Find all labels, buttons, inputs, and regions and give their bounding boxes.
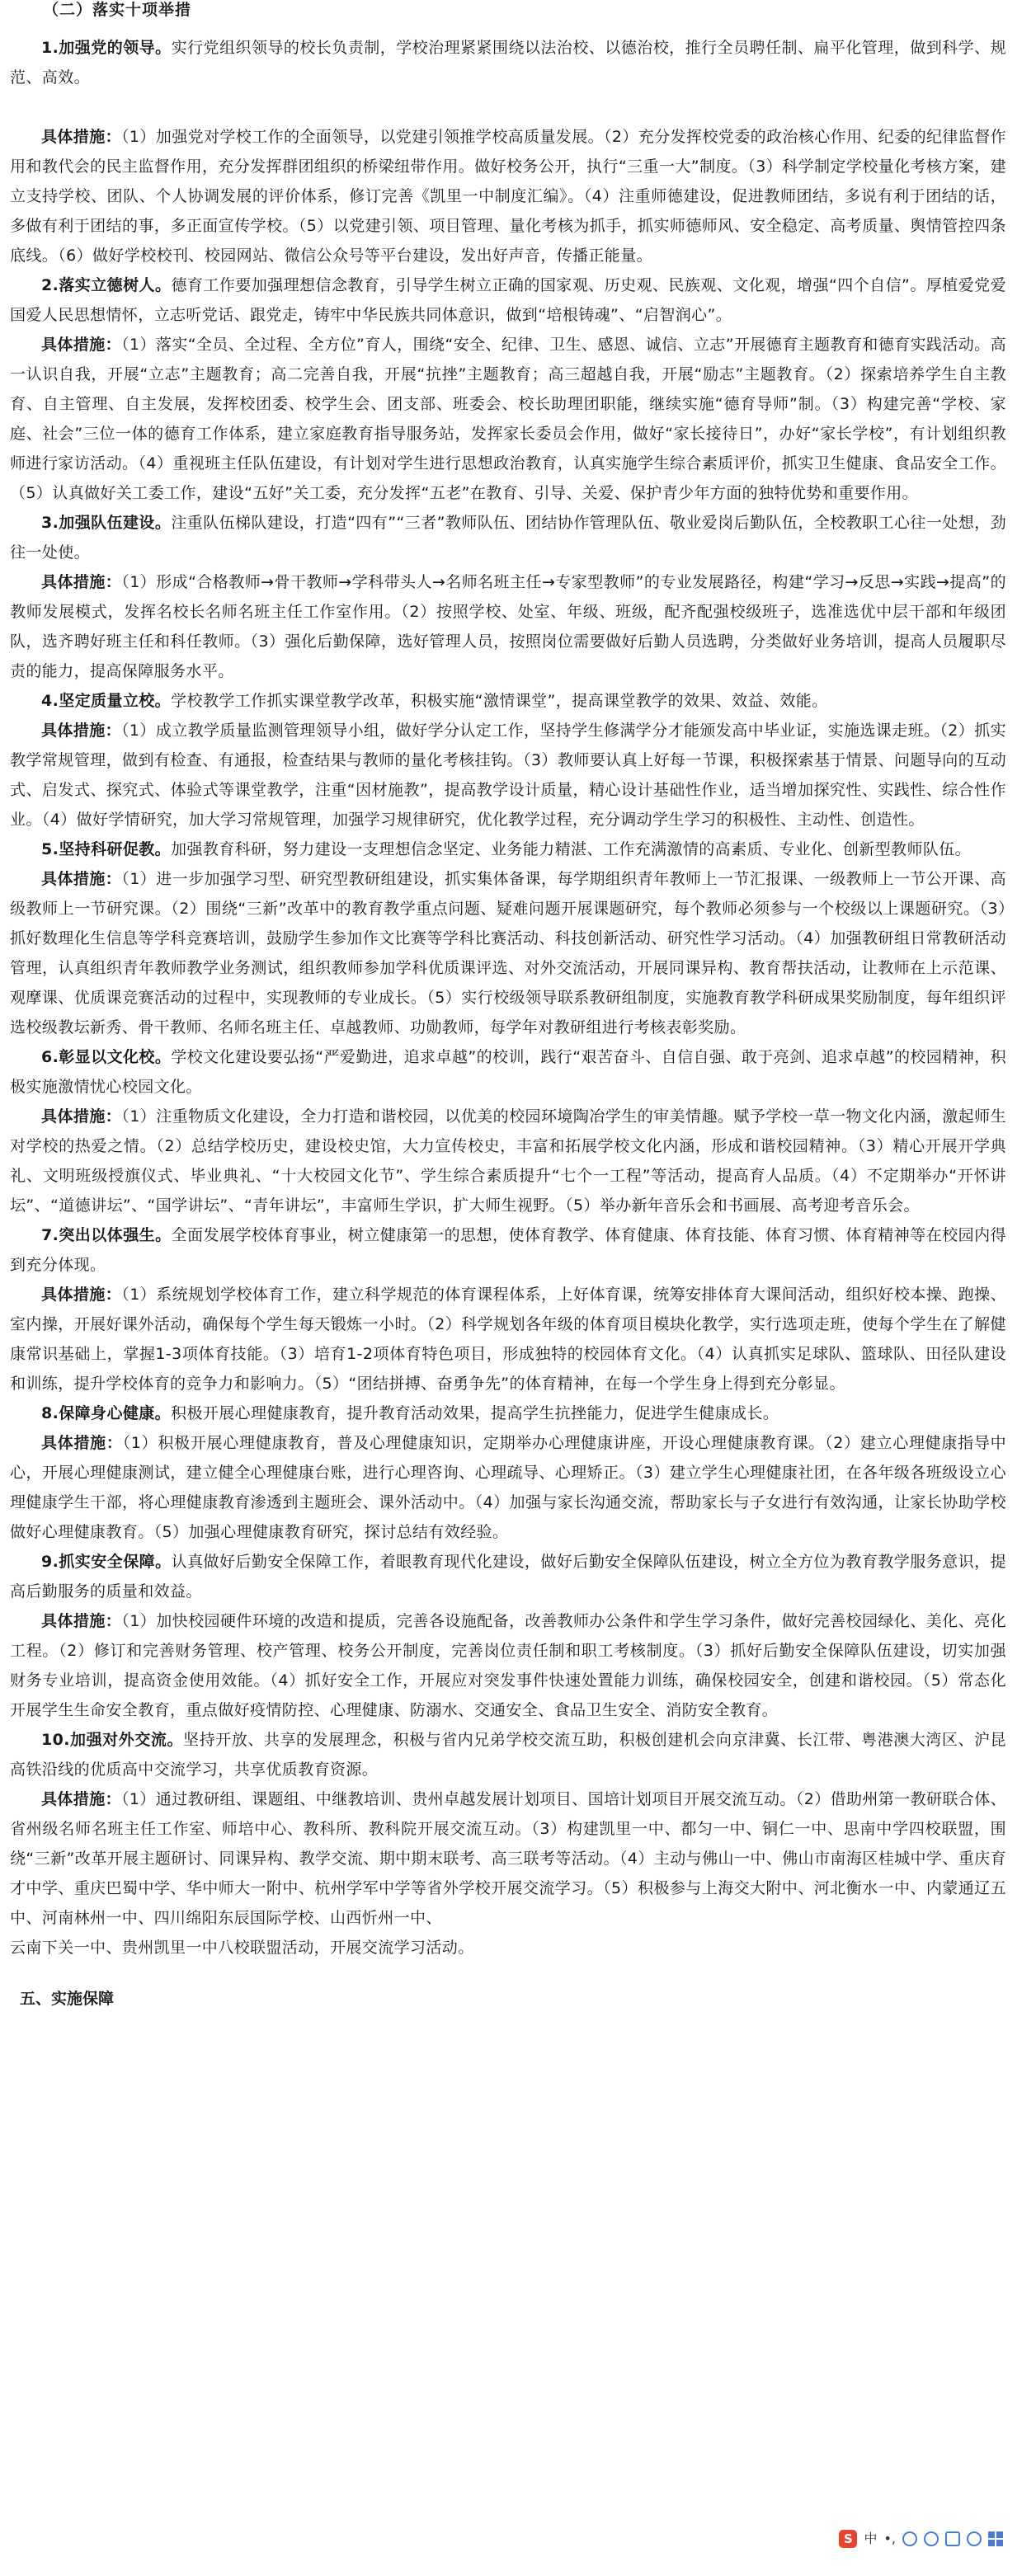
measures-label: 具体措施： bbox=[41, 870, 122, 888]
item-1-lead-paragraph bbox=[10, 33, 1006, 92]
item-1-title: 1.加强党的领导。 bbox=[41, 39, 172, 57]
emoji-icon[interactable] bbox=[902, 2531, 917, 2546]
measures-label: 具体措施： bbox=[41, 573, 122, 591]
item-7-lead-paragraph bbox=[10, 1220, 1006, 1280]
item-9-lead: 认真做好后勤安全保障工作，着眼教育现代化建设，做好后勤安全保障队伍建设，树立全方位为教育教学服务意识，提高后勤服务的质量和效益。 bbox=[10, 1553, 1006, 1601]
item-9-measures-paragraph bbox=[10, 1606, 1006, 1725]
measures-label: 具体措施： bbox=[41, 1790, 122, 1808]
item-6-lead-paragraph bbox=[10, 1042, 1006, 1102]
item-2-lead-paragraph bbox=[10, 270, 1006, 330]
item-9-lead-paragraph bbox=[10, 1547, 1006, 1606]
next-section-title: 五、实施保障 bbox=[20, 1990, 115, 2008]
item-9-title: 9.抓实安全保障。 bbox=[41, 1553, 172, 1571]
measures-label: 具体措施： bbox=[41, 722, 122, 740]
item-8-lead: 积极开展心理健康教育，提升教育活动效果，提高学生抗挫能力，促进学生健康成长。 bbox=[171, 1404, 779, 1422]
measures-list bbox=[10, 33, 1006, 1933]
measures-label: 具体措施： bbox=[41, 128, 122, 146]
item-6-measures-paragraph bbox=[10, 1102, 1006, 1220]
item-8-measures-paragraph bbox=[10, 1428, 1006, 1547]
voice-icon[interactable] bbox=[924, 2531, 939, 2546]
item-10-title: 10.加强对外交流。 bbox=[41, 1731, 184, 1749]
item-5-lead: 加强教育科研，努力建设一支理想信念坚定、业务能力精湛、工作充满激情的高素质、专业化、创新型教师队伍。 bbox=[171, 840, 972, 858]
lang-toggle[interactable]: 中 bbox=[864, 2531, 878, 2546]
item-1-measures: （1）加强党对学校工作的全面领导，以党建引领推学校高质量发展。（2）充分发挥校党委的政治核心作用、纪委的纪律监督作用和教代会的民主监督作用，充分发挥群团组织的桥梁纽带作用。做好校务公开，执行“三重一大”制度。（3）科学制定学校量化考核方案，建立支持学校、团队、个人协调发展的评价体系，修订完善《凯里一中制度汇编》。（4）注重师德建设，促进教师团结，多说有利于团结的话，多做有利于团结的事，多正面宣传学校。（5）以党建引领、项目管理、量化考核为抓手，抓实师德师风、安全稳定、高考质量、舆情管控四条底线。（6）做好学校校刊、校园网站、微信公众号等平台建设，发出好声音，传播正能量。 bbox=[10, 128, 1006, 265]
item-2-lead: 德育工作要加强理想信念教育，引导学生树立正确的国家观、历史观、民族观、文化观，增强“四个自信”。厚植爱党爱国爱人民思想情怀，立志听党话、跟党走，铸牢中华民族共同体意识，做到“培根铸魂”、“启智润心”。 bbox=[10, 276, 1006, 324]
ime-toolbar[interactable] bbox=[839, 2530, 1003, 2548]
item-5-measures-paragraph bbox=[10, 864, 1006, 1042]
item-2-measures: （1）落实“全员、全过程、全方位”育人，围绕“安全、纪律、卫生、感恩、诚信、立志”开展德育主题教育和德育实践活动。高一认识自我，开展“立志”主题教育；高二完善自我，开展“抗挫”主题教育；高三超越自我，开展“励志”主题教育。（2）探索培养学生自主教育、自主管理、自主发展，发挥校团委、校学生会、团支部、班委会、校长助理团职能，继续实施“德育导师”制。（3）构建完善“学校、家庭、社会”三位一体的德育工作体系，建立家庭教育指导服务站，发挥家长委员会作用，做好“家长接待日”，办好“家长学校”，有计划组织教师进行家访活动。（4）重视班主任队伍建设，有计划对学生进行思想政治教育，认真实施学生综合素质评价，抓实卫生健康、食品安全工作。（5）认真做好关工委工作，建设“五好”关工委，充分发挥“五老”在教育、引导、关爱、保护青少年方面的独特优势和重要作用。 bbox=[10, 336, 1006, 502]
item-7-measures: （1）系统规划学校体育工作，建立科学规范的体育课程体系，上好体育课，统筹安排体育大课间活动，组织好校本操、跑操、室内操，开展好课外活动，确保每个学生每天锻炼一小时。（2）科学规划各年级的体育项目模块化教学，实行选项走班，使每个学生在了解健康常识基础上，掌握1-3项体育技能。（3）培育1-2项体育特色项目，形成独特的校园体育文化。（4）认真抓实足球队、篮球队、田径队建设和训练，提升学校体育的竞争力和影响力。（5）“团结拼搏、奋勇争先”的体育精神，在每一个学生身上得到充分彰显。 bbox=[10, 1286, 1006, 1393]
item-5-title: 5.坚持科研促教。 bbox=[41, 840, 172, 858]
item-6-measures: （1）注重物质文化建设，全力打造和谐校园，以优美的校园环境陶冶学生的审美情趣。赋予学校一草一物文化内涵，激起师生对学校的热爱之情。（2）总结学校历史，建设校史馆，大力宣传校史，丰富和拓展学校文化内涵，形成和谐校园精神。（3）精心开展开学典礼、文明班级授旗仪式、毕业典礼、“十大校园文化节”、学生综合素质提升“七个一工程”等活动，提高育人品质。（4）不定期举办“开怀讲坛”、“道德讲坛”、“国学讲坛”、“青年讲坛”，丰富师生学识，扩大师生视野。（5）举办新年音乐会和书画展、高考迎考音乐会。 bbox=[10, 1107, 1006, 1215]
item-10-lead: 坚持开放、共享的发展理念，积极与省内兄弟学校交流互助，积极创建机会向京津冀、长江带、粤港澳大湾区、沪昆高铁沿线的优质高中交流学习，共享优质教育资源。 bbox=[10, 1731, 1006, 1779]
item-6-lead: 学校文化建设要弘扬“严爱勤进，追求卓越”的校训，践行“艰苦奋斗、自信自强、敢于亮剑、追求卓越”的校园精神，积极实施激情忧心校园文化。 bbox=[10, 1048, 1006, 1096]
item-7-measures-paragraph bbox=[10, 1280, 1006, 1398]
item-4-measures-paragraph bbox=[10, 716, 1006, 834]
item-4-lead-paragraph bbox=[10, 686, 1006, 716]
measures-label: 具体措施： bbox=[41, 1434, 123, 1452]
item-2-measures-paragraph bbox=[10, 330, 1006, 508]
item-2-title: 2.落实立德树人。 bbox=[41, 276, 172, 294]
measures-label: 具体措施： bbox=[41, 1286, 122, 1304]
item-10-measures: （1）通过教研组、课题组、中继教培训、贵州卓越发展计划项目、国培计划项目开展交流互动。（2）借助州第一教研联合体、省州级名师名班主任工作室、师培中心、教科所、教科院开展交流互动。（3）构建凯里一中、都匀一中、铜仁一中、思南中学四校联盟，围绕“三新”改革开展主题研讨、同课异构、教学交流、期中期末联考、高三联考等活动。（4）主动与佛山一中、佛山市南海区桂城中学、重庆育才中学、重庆巴蜀中学、华中师大一附中、杭州学军中学等省外学校开展交流学习。（5）积极参与上海交大附中、河北衡水一中、内蒙通辽五中、河南林州一中、四川绵阳东辰国际学校、山西忻州一中、 bbox=[10, 1790, 1006, 1927]
measures-label: 具体措施： bbox=[41, 1107, 122, 1126]
item-4-measures: （1）成立教学质量监测管理领导小组，做好学分认定工作，坚持学生修满学分才能颁发高中毕业证，实施选课走班。（2）抓实教学常规管理，做到有检查、有通报，检查结果与教师的量化考核挂钩。（3）教师要认真上好每一节课，积极探索基于情景、问题导向的互动式、启发式、探究式、体验式等课堂教学，注重“因材施教”，提高教学设计质量，精心设计基础性作业，适当增加探究性、实践性、综合性作业。（4）做好学情研究，加大学习常规管理，加强学习规律研究，优化教学过程，充分调动学生学习的积极性、主动性、创造性。 bbox=[10, 722, 1006, 829]
item-4-lead: 学校教学工作抓实课堂教学改革，积极实施“激情课堂”，提高课堂教学的效果、效益、效能。 bbox=[171, 692, 828, 710]
item-9-measures: （1）加快校园硬件环境的改造和提质，完善各设施配备，改善教师办公条件和学生学习条件，做好完善校园绿化、美化、亮化工程。（2）修订和完善财务管理、校产管理、校务公开制度，完善岗位责任制和职工考核制度。（3）抓好后勤安全保障队伍建设，切实加强财务专业培训，提高资金使用效能。（4）抓好安全工作，开展应对突发事件快速处置能力训练，确保校园安全，创建和谐校园。（5）常态化开展学生生命安全教育，重点做好疫情防控、心理健康、防溺水、交通安全、食品卫生安全、消防安全教育。 bbox=[10, 1612, 1006, 1719]
sogou-logo-icon[interactable]: S bbox=[839, 2530, 857, 2548]
item-10-lead-paragraph bbox=[10, 1725, 1006, 1784]
item-3-measures-paragraph bbox=[10, 567, 1006, 686]
punct-toggle[interactable]: •, bbox=[883, 2531, 896, 2546]
item-8-measures: （1）积极开展心理健康教育，普及心理健康知识，定期举办心理健康讲座，开设心理健康教育课。（2）建立心理健康指导中心，开展心理健康测试，建立健全心理健康台账，进行心理咨询、心理疏导、心理矫正。（3）建立学生心理健康社团，在各年级各班级设立心理健康学生干部，将心理健康教育渗透到主题班会、课外活动中。（4）加强与家长沟通交流，帮助家长与子女进行有效沟通，让家长协助学校做好心理健康教育。（5）加强心理健康教育研究，探讨总结有效经验。 bbox=[10, 1434, 1006, 1541]
item-1-lead: 实行党组织领导的校长负责制，学校治理紧紧围绕以法治校、以德治校，推行全员聘任制、扁平化管理，做到科学、规范、高效。 bbox=[10, 39, 1006, 87]
item-1-measures-paragraph bbox=[10, 122, 1006, 270]
item-8-title: 8.保障身心健康。 bbox=[41, 1404, 172, 1422]
item-5-measures: （1）进一步加强学习型、研究型教研组建设，抓实集体备课，每学期组织青年教师上一节汇报课、一级教师上一节公开课、高级教师上一节研究课。（2）围绕“三新”改革中的教育教学重点问题、疑难问题开展课题研究，每个教师必须参与一个校级以上课题研究。（3）抓好数理化生信息等学科竞赛培训，鼓励学生参加作文比赛等学科比赛活动、科技创新活动、研究性学习活动。（4）加强教研组日常教研活动管理，认真组织青年教师教学业务测试，组织教师参加学科优质课评选、对外交流活动，开展同课异构、教育帮扶活动，让教师在上示范课、观摩课、优质课竞赛活动的过程中，实现教师的专业成长。（5）实行校级领导联系教研组制度，实施教育教学科研成果奖励制度，每年组织评选校级教坛新秀、骨干教师、名师名班主任、卓越教师、功勋教师，每学年对教研组进行考核表彰奖励。 bbox=[10, 870, 1006, 1037]
item-7-title: 7.突出以体强生。 bbox=[41, 1226, 172, 1244]
item-6-title: 6.彰显以文化校。 bbox=[41, 1048, 172, 1066]
item-8-lead-paragraph bbox=[10, 1398, 1006, 1428]
item-4-title: 4.坚定质量立校。 bbox=[41, 692, 172, 710]
item-3-lead: 注重队伍梯队建设，打造“四有”“三者”教师队伍、团结协作管理队伍、敬业爱岗后勤队伍，全校教职工心往一处想，劲往一处使。 bbox=[10, 514, 1006, 562]
section-title: （二）落实十项举措 bbox=[43, 1, 192, 19]
toolbox-icon[interactable] bbox=[988, 2531, 1003, 2546]
keyboard-icon[interactable] bbox=[945, 2531, 960, 2546]
item-5-lead-paragraph bbox=[10, 834, 1006, 864]
skin-icon[interactable] bbox=[967, 2531, 982, 2546]
item-3-lead-paragraph bbox=[10, 508, 1006, 567]
measures-label: 具体措施： bbox=[41, 336, 122, 354]
item-10-measures-tail: 云南下关一中、贵州凯里一中八校联盟活动，开展交流学习活动。 bbox=[10, 1939, 474, 1957]
measures-label: 具体措施： bbox=[41, 1612, 122, 1630]
item-3-measures: （1）形成“合格教师→骨干教师→学科带头人→名师名班主任→专家型教师”的专业发展路径，构建“学习→反思→实践→提高”的教师发展模式，发挥名校长名师名班主任工作室作用。（2）按照学校、处室、年级、班级，配齐配强校级班子，选准选优中层干部和年级团队，选齐聘好班主任和科任教师。（3）强化后勤保障，选好管理人员，按照岗位需要做好后勤人员选聘，分类做好业务培训，提高人员履职尽责的能力，提高保障服务水平。 bbox=[10, 573, 1006, 680]
item-3-title: 3.加强队伍建设。 bbox=[41, 514, 172, 532]
item-10-measures-paragraph bbox=[10, 1784, 1006, 1933]
item-7-lead: 全面发展学校体育事业，树立健康第一的思想，使体育教学、体育健康、体育技能、体育习惯、体育精神等在校园内得到充分体现。 bbox=[10, 1226, 1006, 1274]
